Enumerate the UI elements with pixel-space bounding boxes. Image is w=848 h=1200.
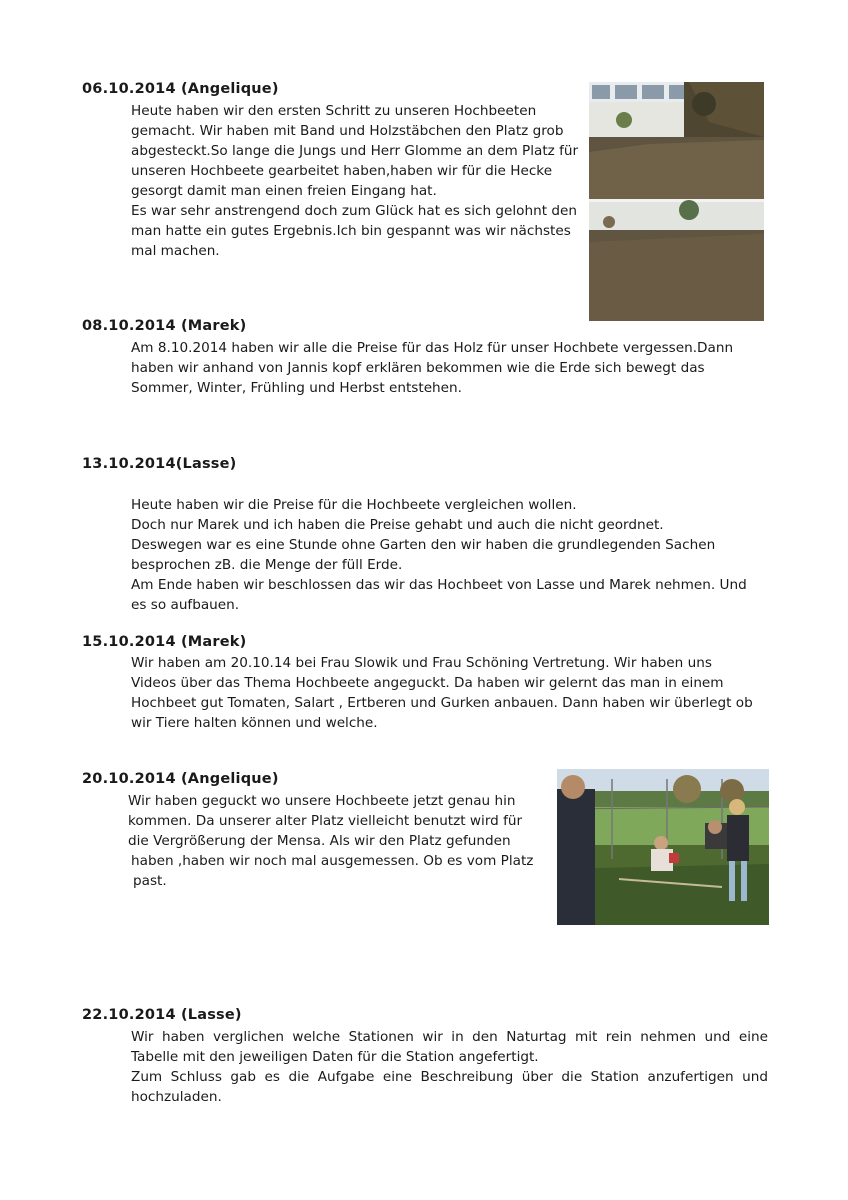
entry-heading: 08.10.2014 (Marek) bbox=[82, 318, 247, 334]
entry-line: Heute haben wir die Preise für die Hochbeete vergleichen wollen. bbox=[131, 497, 577, 513]
entry-line: die Vergrößerung der Mensa. Als wir den Platz gefunden bbox=[128, 833, 511, 849]
entry-line: Wir haben verglichen welche Stationen wir in den Naturtag mit rein nehmen und eine bbox=[131, 1029, 768, 1045]
entry-body bbox=[131, 101, 578, 261]
entry-line: Heute haben wir den ersten Schritt zu unseren Hochbeeten bbox=[131, 103, 537, 119]
entry-line: Wir haben geguckt wo unsere Hochbeete jetzt genau hin bbox=[128, 793, 516, 809]
entry-line: Am 8.10.2014 haben wir alle die Preise für das Holz für unser Hochbete vergessen.Dann bbox=[131, 340, 734, 356]
entry-line: past. bbox=[133, 873, 167, 889]
entry-line: Es war sehr anstrengend doch zum Glück hat es sich gelohnt den bbox=[131, 203, 577, 219]
entry-line: haben wir anhand von Jannis kopf erklären bekommen wie die Erde sich bewegt das bbox=[131, 360, 705, 376]
entry-heading: 13.10.2014(Lasse) bbox=[82, 456, 237, 472]
entry-line: man hatte ein gutes Ergebnis.Ich bin gespannt was wir nächstes bbox=[131, 223, 571, 239]
entry-line: es so aufbauen. bbox=[131, 597, 240, 613]
entry-line: Tabelle mit den jeweiligen Daten für die Station angefertigt. bbox=[131, 1049, 539, 1065]
entry-body bbox=[131, 495, 747, 615]
entry-body bbox=[128, 791, 533, 891]
entry-body bbox=[131, 338, 733, 398]
entry-line: Doch nur Marek und ich haben die Preise gehabt und auch die nicht geordnet. bbox=[131, 517, 664, 533]
entry-heading: 20.10.2014 (Angelique) bbox=[82, 771, 279, 787]
entry-line: Hochbeet gut Tomaten, Salart , Ertberen und Gurken anbauen. Dann haben wir überlegt ob bbox=[131, 695, 753, 711]
entry-line: besprochen zB. die Menge der füll Erde. bbox=[131, 557, 403, 573]
entry-line: gemacht. Wir haben mit Band und Holzstäbchen den Platz grob bbox=[131, 123, 564, 139]
entry-line: haben ,haben wir noch mal ausgemessen. Ob es vom Platz bbox=[131, 853, 534, 869]
entry-line: unseren Hochbeete gearbeitet haben,haben wir für die Hecke bbox=[131, 163, 553, 179]
entry-line: Videos über das Thema Hochbeete angeguckt. Da haben wir gelernt das man in einem bbox=[131, 675, 724, 691]
entry-line: Wir haben am 20.10.14 bei Frau Slowik und Frau Schöning Vertretung. Wir haben uns bbox=[131, 655, 712, 671]
entry-line: Zum Schluss gab es die Aufgabe eine Beschreibung über die Station anzufertigen und bbox=[131, 1069, 768, 1085]
garden-patch-photo bbox=[589, 82, 764, 321]
entry-heading: 15.10.2014 (Marek) bbox=[82, 634, 247, 650]
entry-line: hochzuladen. bbox=[131, 1089, 222, 1105]
entry-line: Deswegen war es eine Stunde ohne Garten den wir haben die grundlegenden Sachen bbox=[131, 537, 716, 553]
entry-line: mal machen. bbox=[131, 243, 220, 259]
entry-line: Am Ende haben wir beschlossen das wir das Hochbeet von Lasse und Marek nehmen. Und bbox=[131, 577, 747, 593]
entry-line: wir Tiere halten können und welche. bbox=[131, 715, 378, 731]
entry-line: Sommer, Winter, Frühling und Herbst entstehen. bbox=[131, 380, 462, 396]
entry-line: kommen. Da unserer alter Platz vielleicht benutzt wird für bbox=[128, 813, 523, 829]
entry-heading: 06.10.2014 (Angelique) bbox=[82, 81, 279, 97]
entry-line: abgesteckt.So lange die Jungs und Herr Glomme an dem Platz für bbox=[131, 143, 579, 159]
entry-heading: 22.10.2014 (Lasse) bbox=[82, 1007, 242, 1023]
entry-body bbox=[131, 653, 753, 733]
entry-line: gesorgt damit man einen freien Eingang hat. bbox=[131, 183, 437, 199]
entry-body bbox=[131, 1027, 768, 1107]
children-measuring-photo bbox=[557, 769, 769, 925]
